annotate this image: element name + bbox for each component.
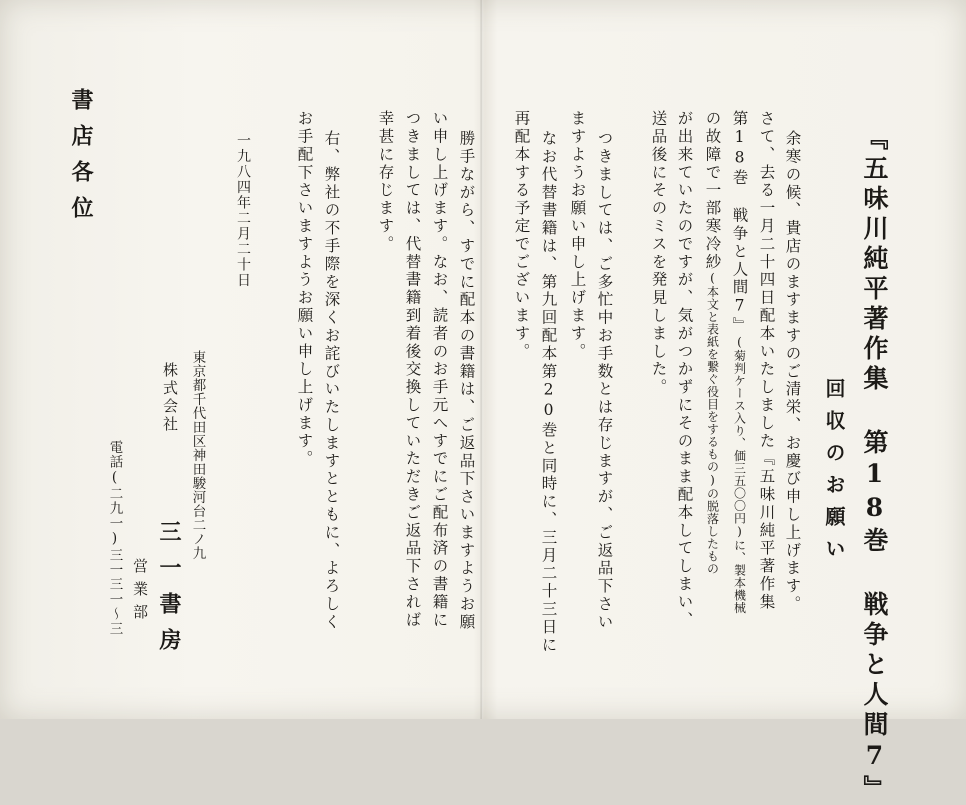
body-line: の故障で一部寒冷紗(本文と表紙を繋ぐ役目をするもの)の脱落したもの [703,110,722,576]
company-prefix: 株式会社 [161,362,179,434]
body-line: 送品後にそのミスを発見しました。 [649,110,668,397]
department: 営業部 [131,558,149,627]
body-line: 勝手ながら、すでに配本の書籍は、ご返品下さいますようお願 [457,130,476,632]
body-line: 再配本する予定でございます。 [512,110,531,361]
body-line: つきましては、代替書籍到着後交換していただきご返品下されば [403,110,422,630]
letter-subtitle: 回収のお願い [822,378,846,570]
body-line: 幸甚に存じます。 [376,110,395,254]
letter-date: 一九八四年二月二十日 [235,133,251,288]
body-line: お手配下さいますようお願い申し上げます。 [295,110,314,468]
company-name: 三一書房 [156,520,182,664]
body-line: 右、弊社の不手際を深くお詫びいたしますとともに、よろしく [322,130,341,632]
body-line: 余寒の候、貴店のますますのご清栄、お慶び申し上げます。 [783,130,802,614]
body-note: (本文と表紙を繋ぐ役目をするもの)の脱落したもの [705,271,720,576]
body-line: が出来ていたのですが、気がつかずにそのまま配本してしまい、 [675,110,694,630]
company-address: 東京都千代田区神田駿河台二ノ九 [189,350,206,560]
body-line: い申し上げます。なお、読者のお手元へすでにご配布済の書籍に [430,110,449,630]
body-line: ますようお願い申し上げます。 [568,110,587,361]
body-line: 第18巻 戦争と人間7』(菊判ケース入り、価三五〇〇円)に、製本機械 [730,110,749,614]
paper-fold [480,0,483,719]
body-line: なお代替書籍は、第九回配本第20巻と同時に、三月二十三日に [539,130,558,655]
body-line: さて、去る一月二十四日配本いたしました『五味川純平著作集 [757,110,776,612]
phone-number: 電話(二九一)三一三一〜三 [106,440,123,637]
body-note: (菊判ケース入り、価三五〇〇円)に、製本機械 [732,334,747,614]
addressee: 書店各位 [68,88,94,232]
body-line: つきましては、ご多忙中お手数とは存じますが、ご返品下さい [595,130,614,632]
letter-title: 『五味川純平著作集 第18巻 戦争と人間7』 [860,125,889,805]
